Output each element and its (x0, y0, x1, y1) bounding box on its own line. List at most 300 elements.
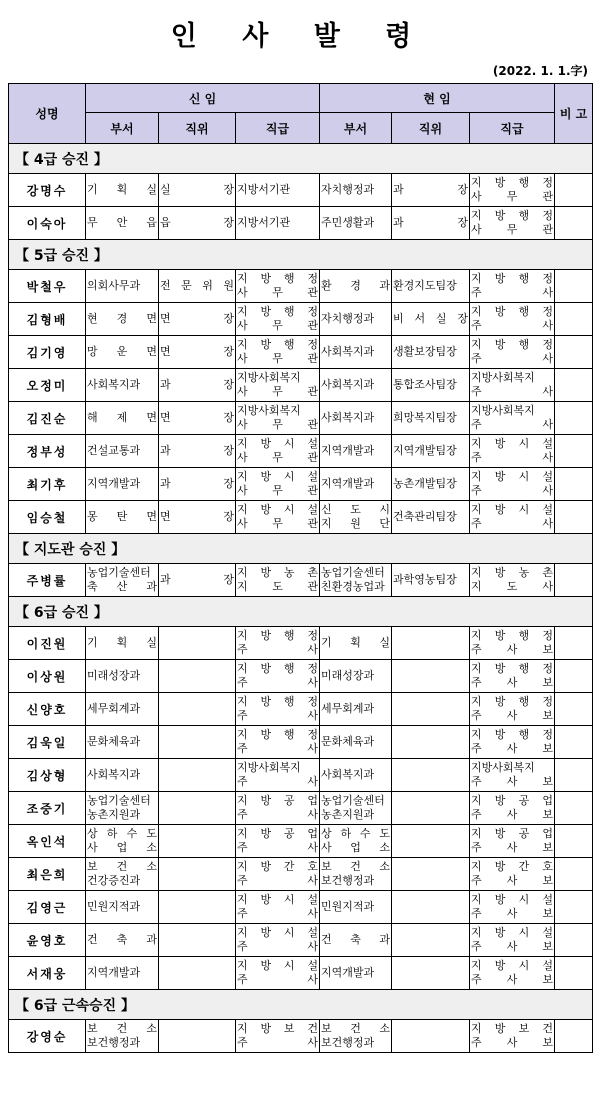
cur-pos-cell (392, 759, 470, 792)
header-current: 현 임 (320, 84, 555, 113)
new-pos-cell (159, 1020, 236, 1053)
cell-line: 농업기술센터 (321, 566, 385, 579)
cell-line: 농촌개발팀장 (393, 477, 457, 490)
cell-line: 주 사 (237, 973, 319, 986)
cur-pos-cell (392, 369, 470, 402)
section-header (9, 240, 593, 270)
person-name: 김형배 (9, 303, 86, 336)
header-new-grade: 직급 (236, 113, 320, 144)
cur-grade-cell (470, 303, 555, 336)
note-cell (555, 303, 593, 336)
person-name: 최기후 (9, 468, 86, 501)
cur-grade-cell (470, 270, 555, 303)
cell-line: 지 방 공 업 (471, 827, 554, 840)
note-cell (555, 564, 593, 597)
cur-grade-cell (470, 369, 555, 402)
section-title: 【 지도관 승진 】 (9, 534, 593, 564)
issue-date: (2022. 1. 1.字) (492, 64, 588, 78)
cell-line: 사 업 소 (87, 841, 157, 854)
new-grade-cell (236, 336, 320, 369)
cell-line: 문화체육과 (321, 735, 375, 748)
cell-line: 상 하 수 도 (87, 827, 157, 840)
new-pos-cell (159, 270, 236, 303)
person-name: 김기영 (9, 336, 86, 369)
new-dept-cell (86, 369, 159, 402)
cell-line: 생활보장팀장 (393, 345, 457, 358)
cell-line: 무 안 읍 (87, 216, 157, 229)
cell-line: 기 획 실 (321, 636, 391, 649)
cur-dept-cell (320, 825, 392, 858)
cell-line: 지역개발과 (321, 444, 375, 457)
cur-grade-cell (470, 174, 555, 207)
cell-line: 주 사 (471, 517, 554, 530)
note-cell (555, 858, 593, 891)
person-name: 김욱일 (9, 726, 86, 759)
cell-line: 사 무 관 (237, 319, 319, 332)
cell-line: 농촌지원과 (87, 808, 141, 821)
cell-line: 주 사 보 (471, 874, 554, 887)
cell-line: 지 방 시 설 (237, 503, 319, 516)
table-row (9, 891, 593, 924)
new-grade-cell (236, 468, 320, 501)
table-row (9, 501, 593, 534)
section-title: 【 6급 승진 】 (9, 597, 593, 627)
cell-line: 민원지적과 (321, 900, 375, 913)
cell-line: 지 방 시 설 (471, 926, 554, 939)
new-grade-cell (236, 270, 320, 303)
table-row (9, 468, 593, 501)
cur-dept-cell (320, 402, 392, 435)
section-title: 【 5급 승진 】 (9, 240, 593, 270)
cur-dept-cell (320, 564, 392, 597)
person-name: 김진순 (9, 402, 86, 435)
cell-line: 사 무 관 (237, 286, 319, 299)
new-dept-cell (86, 174, 159, 207)
cur-pos-cell (392, 957, 470, 990)
header-note: 비 고 (555, 84, 593, 144)
person-name: 조중기 (9, 792, 86, 825)
header-name: 성명 (9, 84, 86, 144)
person-name: 서재웅 (9, 957, 86, 990)
table-row (9, 660, 593, 693)
cur-pos-cell (392, 336, 470, 369)
new-dept-cell (86, 1020, 159, 1053)
new-dept-cell (86, 858, 159, 891)
person-name: 주병률 (9, 564, 86, 597)
cell-line: 주 사 (471, 352, 554, 365)
cell-line: 지 방 행 정 (471, 272, 554, 285)
cell-line: 주 사 보 (471, 973, 554, 986)
cell-line: 기 획 실 (87, 183, 157, 196)
cell-line: 건강증진과 (87, 874, 141, 887)
table-row (9, 336, 593, 369)
new-pos-cell (159, 564, 236, 597)
person-name: 임승철 (9, 501, 86, 534)
note-cell (555, 693, 593, 726)
table-row (9, 693, 593, 726)
cur-pos-cell (392, 924, 470, 957)
cell-line: 주 사 (237, 709, 319, 722)
new-grade-cell (236, 792, 320, 825)
cell-line: 지 방 농 촌 (471, 566, 554, 579)
cur-grade-cell (470, 501, 555, 534)
table-row (9, 726, 593, 759)
cell-line: 친환경농업과 (321, 580, 385, 593)
cell-line: 지역개발과 (87, 477, 141, 490)
cur-dept-cell (320, 270, 392, 303)
table-row (9, 627, 593, 660)
cell-line: 문화체육과 (87, 735, 141, 748)
note-cell (555, 468, 593, 501)
cell-line: 사 무 관 (237, 517, 319, 530)
cell-line: 보건행정과 (87, 1036, 141, 1049)
cell-line: 지 도 사 (471, 580, 554, 593)
cell-line: 지방사회복지 (237, 404, 301, 417)
new-pos-cell (159, 759, 236, 792)
cur-grade-cell (470, 891, 555, 924)
section-header (9, 534, 593, 564)
table-row (9, 369, 593, 402)
cur-grade-cell (470, 924, 555, 957)
cur-grade-cell (470, 693, 555, 726)
cell-line: 주 사 보 (471, 940, 554, 953)
section-header (9, 144, 593, 174)
cell-line: 축 산 과 (87, 580, 157, 593)
cell-line: 지 방 행 정 (471, 176, 554, 189)
person-name: 윤영호 (9, 924, 86, 957)
cell-line: 지 방 행 정 (237, 662, 319, 675)
person-name: 오정미 (9, 369, 86, 402)
new-dept-cell (86, 957, 159, 990)
cell-line: 지 방 시 설 (237, 437, 319, 450)
page-title: 인 사 발 령 (170, 21, 430, 52)
person-name: 김영근 (9, 891, 86, 924)
cell-line: 과 장 (393, 216, 469, 229)
new-pos-cell (159, 402, 236, 435)
note-cell (555, 660, 593, 693)
cell-line: 주 사 보 (471, 808, 554, 821)
section-title: 【 4급 승진 】 (9, 144, 593, 174)
new-grade-cell (236, 957, 320, 990)
cur-dept-cell (320, 468, 392, 501)
cell-line: 주 사 보 (471, 709, 554, 722)
cell-line: 사회복지과 (321, 378, 375, 391)
cell-line: 건 축 과 (87, 933, 157, 946)
cur-dept-cell (320, 858, 392, 891)
cell-line: 자치행정과 (321, 312, 375, 325)
table-row (9, 174, 593, 207)
cell-line: 지 방 행 정 (471, 662, 554, 675)
cur-pos-cell (392, 207, 470, 240)
cur-grade-cell (470, 402, 555, 435)
cell-line: 주 사 (471, 451, 554, 464)
new-grade-cell (236, 207, 320, 240)
person-name: 이숙아 (9, 207, 86, 240)
new-grade-cell (236, 660, 320, 693)
cell-line: 지 방 농 촌 (237, 566, 319, 579)
header-cur-dept: 부서 (320, 113, 392, 144)
cell-line: 보 건 소 (87, 1022, 157, 1035)
cell-line: 몽 탄 면 (87, 510, 157, 523)
cell-line: 비 서 실 장 (393, 312, 469, 325)
note-cell (555, 825, 593, 858)
cell-line: 주 사 보 (471, 676, 554, 689)
new-pos-cell (159, 435, 236, 468)
cell-line: 농촌지원과 (321, 808, 375, 821)
cur-pos-cell (392, 402, 470, 435)
new-grade-cell (236, 501, 320, 534)
cell-line: 면 장 (160, 510, 234, 523)
note-cell (555, 891, 593, 924)
cell-line: 주 사 (237, 1036, 319, 1049)
cell-line: 주 사 보 (471, 841, 554, 854)
new-pos-cell (159, 957, 236, 990)
new-grade-cell (236, 759, 320, 792)
cur-dept-cell (320, 336, 392, 369)
cur-grade-cell (470, 336, 555, 369)
new-pos-cell (159, 693, 236, 726)
cell-line: 망 운 면 (87, 345, 157, 358)
cell-line: 건 축 과 (321, 933, 391, 946)
cell-line: 지 방 행 정 (471, 728, 554, 741)
cell-line: 미래성장과 (87, 669, 141, 682)
cur-grade-cell (470, 759, 555, 792)
header-cur-position: 직위 (392, 113, 470, 144)
cell-line: 주 사 보 (471, 643, 554, 656)
note-cell (555, 924, 593, 957)
cell-line: 보 건 소 (87, 860, 157, 873)
new-dept-cell (86, 336, 159, 369)
cell-line: 기 획 실 (87, 636, 157, 649)
cur-pos-cell (392, 726, 470, 759)
cur-grade-cell (470, 207, 555, 240)
cur-grade-cell (470, 435, 555, 468)
person-name: 김상형 (9, 759, 86, 792)
cell-line: 사 무 관 (237, 484, 319, 497)
new-pos-cell (159, 369, 236, 402)
cell-line: 지 방 시 설 (471, 959, 554, 972)
cell-line: 주 사 (471, 418, 554, 431)
cell-line: 통합조사팀장 (393, 378, 457, 391)
new-pos-cell (159, 468, 236, 501)
cur-pos-cell (392, 858, 470, 891)
cell-line: 세무회계과 (321, 702, 375, 715)
note-cell (555, 402, 593, 435)
note-cell (555, 726, 593, 759)
new-grade-cell (236, 693, 320, 726)
cell-line: 지방사회복지 (237, 761, 301, 774)
header-new-dept: 부서 (86, 113, 159, 144)
table-row (9, 564, 593, 597)
cell-line: 주 사 보 (471, 1036, 554, 1049)
cur-dept-cell (320, 435, 392, 468)
section-header (9, 597, 593, 627)
cur-dept-cell (320, 303, 392, 336)
header-new-position: 직위 (159, 113, 236, 144)
cell-line: 지방사회복지 (237, 371, 301, 384)
new-dept-cell (86, 825, 159, 858)
cell-line: 지 방 보 건 (471, 1022, 554, 1035)
cell-line: 보건행정과 (321, 1036, 375, 1049)
new-pos-cell (159, 726, 236, 759)
new-grade-cell (236, 924, 320, 957)
new-grade-cell (236, 369, 320, 402)
cur-pos-cell (392, 303, 470, 336)
cell-line: 면 장 (160, 411, 234, 424)
table-row (9, 402, 593, 435)
note-cell (555, 627, 593, 660)
cell-line: 주 사 (471, 484, 554, 497)
cell-line: 사회복지과 (87, 768, 141, 781)
table-row (9, 303, 593, 336)
cur-dept-cell (320, 660, 392, 693)
new-dept-cell (86, 270, 159, 303)
cell-line: 사 무 관 (237, 418, 319, 431)
appointment-table (8, 83, 593, 1053)
cell-line: 지방사회복지 (471, 404, 535, 417)
cell-line: 지 도 관 (237, 580, 319, 593)
cur-pos-cell (392, 891, 470, 924)
cell-line: 지 방 시 설 (471, 437, 554, 450)
cell-line: 보건행정과 (321, 874, 375, 887)
table-row (9, 957, 593, 990)
person-name: 강명수 (9, 174, 86, 207)
new-pos-cell (159, 891, 236, 924)
new-grade-cell (236, 435, 320, 468)
person-name: 박철우 (9, 270, 86, 303)
cell-line: 민원지적과 (87, 900, 141, 913)
cell-line: 사 무 관 (237, 352, 319, 365)
cell-line: 주 사 (237, 676, 319, 689)
cur-dept-cell (320, 207, 392, 240)
cell-line: 주 사 보 (471, 775, 554, 788)
cell-line: 지 방 행 정 (471, 629, 554, 642)
cur-dept-cell (320, 891, 392, 924)
table-row (9, 825, 593, 858)
person-name: 신양호 (9, 693, 86, 726)
cur-dept-cell (320, 174, 392, 207)
cell-line: 농업기술센터 (87, 794, 151, 807)
cell-line: 지방서기관 (237, 183, 291, 196)
table-row (9, 270, 593, 303)
cell-line: 주 사 보 (471, 742, 554, 755)
new-pos-cell (159, 501, 236, 534)
cur-pos-cell (392, 468, 470, 501)
cell-line: 세무회계과 (87, 702, 141, 715)
header-cur-grade: 직급 (470, 113, 555, 144)
cell-line: 과 장 (160, 378, 234, 391)
cell-line: 지 방 공 업 (237, 827, 319, 840)
new-grade-cell (236, 564, 320, 597)
cell-line: 지 방 행 정 (237, 695, 319, 708)
new-pos-cell (159, 858, 236, 891)
cell-line: 과 장 (393, 183, 469, 196)
cell-line: 지 방 시 설 (237, 893, 319, 906)
table-row (9, 1020, 593, 1053)
cell-line: 지 방 간 호 (237, 860, 319, 873)
cell-line: 지 방 행 정 (471, 338, 554, 351)
new-dept-cell (86, 627, 159, 660)
cell-line: 지 방 행 정 (237, 338, 319, 351)
cell-line: 지 방 행 정 (237, 272, 319, 285)
person-name: 최은희 (9, 858, 86, 891)
new-pos-cell (159, 660, 236, 693)
cell-line: 지역개발과 (321, 477, 375, 490)
new-dept-cell (86, 435, 159, 468)
cell-line: 지 방 시 설 (237, 959, 319, 972)
cur-grade-cell (470, 726, 555, 759)
cell-line: 주 사 (471, 385, 554, 398)
cur-pos-cell (392, 564, 470, 597)
cell-line: 희망복지팀장 (393, 411, 457, 424)
cur-pos-cell (392, 825, 470, 858)
cell-line: 사 업 소 (321, 841, 391, 854)
person-name: 이상원 (9, 660, 86, 693)
cell-line: 지 방 간 호 (471, 860, 554, 873)
new-dept-cell (86, 726, 159, 759)
cell-line: 해 제 면 (87, 411, 157, 424)
cur-dept-cell (320, 1020, 392, 1053)
new-dept-cell (86, 468, 159, 501)
note-cell (555, 957, 593, 990)
note-cell (555, 501, 593, 534)
cell-line: 지 방 시 설 (471, 470, 554, 483)
header-new: 신 임 (86, 84, 320, 113)
cell-line: 주 사 (237, 874, 319, 887)
cell-line: 주 사 보 (471, 907, 554, 920)
cur-pos-cell (392, 174, 470, 207)
cur-grade-cell (470, 792, 555, 825)
new-pos-cell (159, 825, 236, 858)
new-grade-cell (236, 858, 320, 891)
section-title: 【 6급 근속승진 】 (9, 990, 593, 1020)
new-dept-cell (86, 891, 159, 924)
new-dept-cell (86, 564, 159, 597)
cell-line: 건설교통과 (87, 444, 141, 457)
cell-line: 보 건 소 (321, 860, 391, 873)
cell-line: 주 사 (237, 940, 319, 953)
cur-pos-cell (392, 270, 470, 303)
cell-line: 지방사회복지 (471, 761, 535, 774)
cell-line: 지 원 단 (321, 517, 391, 530)
cell-line: 농업기술센터 (87, 566, 151, 579)
table-row (9, 435, 593, 468)
cell-line: 지역개발과 (87, 966, 141, 979)
cell-line: 면 장 (160, 312, 234, 325)
cell-line: 지 방 시 설 (237, 470, 319, 483)
cell-line: 읍 장 (160, 216, 234, 229)
table-row (9, 759, 593, 792)
cur-pos-cell (392, 792, 470, 825)
cell-line: 지 방 행 정 (237, 305, 319, 318)
cell-line: 지역개발과 (321, 966, 375, 979)
cell-line: 주 사 (237, 742, 319, 755)
cur-grade-cell (470, 858, 555, 891)
new-pos-cell (159, 924, 236, 957)
note-cell (555, 174, 593, 207)
cell-line: 자치행정과 (321, 183, 375, 196)
person-name: 정부성 (9, 435, 86, 468)
new-dept-cell (86, 402, 159, 435)
cur-pos-cell (392, 1020, 470, 1053)
cell-line: 건축관리팀장 (393, 510, 457, 523)
cur-grade-cell (470, 1020, 555, 1053)
person-name: 옥인석 (9, 825, 86, 858)
cur-pos-cell (392, 501, 470, 534)
cur-grade-cell (470, 564, 555, 597)
cur-pos-cell (392, 435, 470, 468)
note-cell (555, 1020, 593, 1053)
